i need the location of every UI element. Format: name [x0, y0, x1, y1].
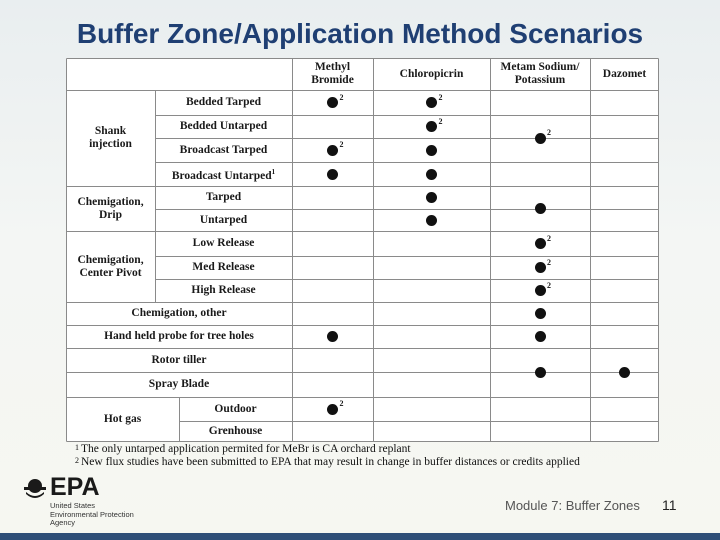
application-mark: [327, 97, 338, 108]
application-mark: [327, 169, 338, 180]
row-label: Rotor tiller: [151, 353, 207, 366]
epa-logo-text: EPA: [50, 473, 100, 501]
application-mark: [535, 367, 546, 378]
footnote-1: $^1$ The only untarped application permited for MeBr is CA orchard replant: [75, 443, 411, 455]
column-header-chloropicrin: Chloropicrin: [399, 67, 464, 80]
mark-footnote-ref: 2: [547, 280, 551, 290]
application-mark: [535, 308, 546, 319]
row-label: Hand held probe for tree holes: [104, 330, 254, 342]
application-mark: [535, 262, 546, 273]
column-header-mebr: Methyl Bromide: [311, 61, 354, 86]
module-label: Module 7: Buffer Zones: [505, 498, 640, 513]
row-label: Grenhouse: [208, 425, 263, 437]
application-mark: [426, 215, 437, 226]
application-mark: [426, 145, 437, 156]
application-mark: [327, 404, 338, 415]
row-label: Bedded Tarped: [185, 96, 262, 108]
scenario-table: [66, 58, 659, 442]
application-mark: [535, 285, 546, 296]
mark-footnote-ref: 2: [438, 116, 443, 126]
row-label: Broadcast Tarped: [179, 143, 268, 156]
application-mark: [535, 331, 546, 342]
column-header-metam: Metam Sodium/ Potassium: [500, 61, 580, 86]
application-mark: [327, 145, 338, 156]
agency-name: United States Environmental Protection Agency: [50, 501, 134, 527]
mark-footnote-ref: 2: [547, 233, 551, 243]
mark-footnote-ref: 2: [547, 257, 551, 267]
group-label: Chemigation, Drip: [77, 195, 144, 221]
mark-footnote-ref: 2: [438, 92, 443, 102]
bottom-accent-bar: [0, 533, 720, 540]
mark-footnote-ref: 2: [339, 399, 344, 408]
application-mark: [535, 238, 546, 249]
application-mark: [535, 203, 546, 214]
row-label: Chemigation, other: [131, 307, 227, 319]
row-label: Untarped: [199, 213, 248, 226]
row-label: Bedded Untarped: [179, 120, 268, 132]
page-number: 11: [662, 497, 677, 513]
row-label: Broadcast Untarped$^1$: [171, 167, 276, 182]
slide-title: Buffer Zone/Application Method Scenarios: [76, 18, 644, 49]
application-mark: [619, 367, 630, 378]
row-label: High Release: [191, 284, 256, 296]
mark-footnote-ref: 2: [339, 140, 344, 149]
application-mark: [426, 192, 437, 203]
row-label: Med Release: [192, 261, 255, 273]
application-mark: [327, 331, 338, 342]
row-label: Tarped: [205, 191, 242, 203]
mark-footnote-ref: 2: [547, 128, 551, 137]
row-label: Low Release: [192, 237, 255, 249]
row-label: Spray Blade: [148, 378, 210, 390]
application-mark: [426, 169, 437, 180]
row-label: Outdoor: [214, 402, 257, 415]
application-mark: [535, 133, 546, 144]
column-header-dazomet: Dazomet: [602, 67, 647, 80]
application-mark: [426, 97, 437, 108]
group-label: Chemigation, Center Pivot: [77, 253, 144, 279]
epa-flower-icon: [24, 479, 46, 498]
mark-footnote-ref: 2: [339, 92, 344, 102]
group-label: Shank injection: [89, 125, 132, 150]
footnote-2: $^2$ New flux studies have been submitted to EPA that may result in change in buffer distances or credits applied: [75, 456, 580, 468]
group-label: Hot gas: [103, 413, 142, 425]
application-mark: [426, 121, 437, 132]
